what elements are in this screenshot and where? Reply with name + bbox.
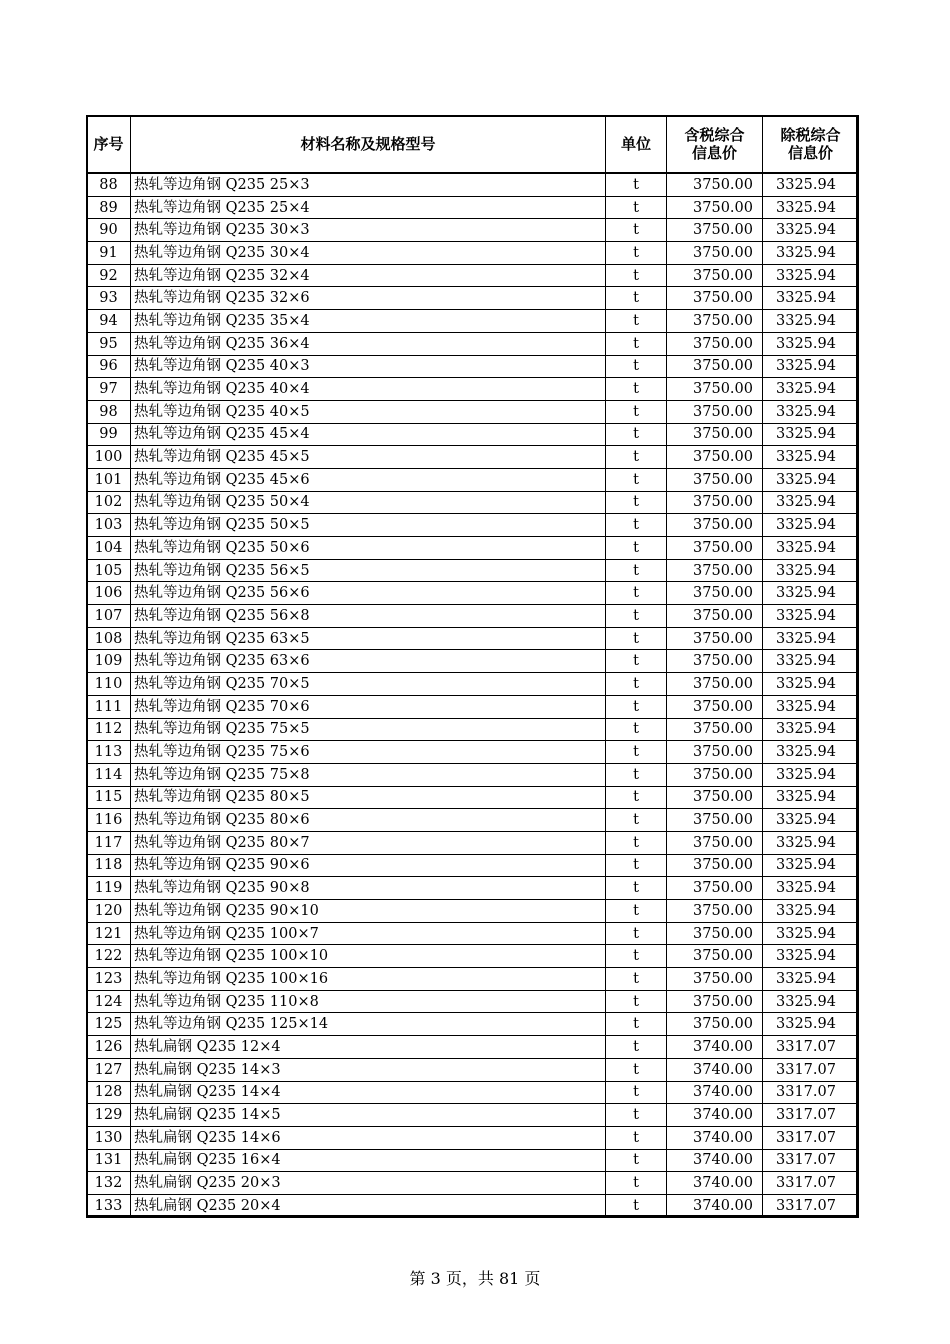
cell-material-name: 热轧扁钢 Q235 14×4 bbox=[131, 1081, 606, 1104]
cell-price-without-tax: 3325.94 bbox=[763, 763, 859, 786]
cell-price-with-tax: 3740.00 bbox=[667, 1194, 763, 1217]
cell-price-without-tax: 3325.94 bbox=[763, 718, 859, 741]
cell-price-with-tax: 3750.00 bbox=[667, 582, 763, 605]
cell-unit: t bbox=[606, 605, 667, 628]
cell-material-name: 热轧等边角钢 Q235 32×6 bbox=[131, 287, 606, 310]
table-row bbox=[87, 310, 859, 333]
table-row bbox=[87, 514, 859, 537]
table-row bbox=[87, 741, 859, 764]
cell-price-with-tax: 3750.00 bbox=[667, 786, 763, 809]
table-row bbox=[87, 627, 859, 650]
cell-price-with-tax: 3750.00 bbox=[667, 900, 763, 923]
cell-price-without-tax: 3325.94 bbox=[763, 514, 859, 537]
cell-price-with-tax: 3750.00 bbox=[667, 650, 763, 673]
cell-price-with-tax: 3750.00 bbox=[667, 945, 763, 968]
cell-price-without-tax: 3317.07 bbox=[763, 1036, 859, 1059]
cell-unit: t bbox=[606, 355, 667, 378]
table-row bbox=[87, 900, 859, 923]
cell-material-name: 热轧等边角钢 Q235 75×6 bbox=[131, 741, 606, 764]
cell-price-with-tax: 3750.00 bbox=[667, 673, 763, 696]
cell-material-name: 热轧等边角钢 Q235 100×16 bbox=[131, 968, 606, 991]
header-no: 序号 bbox=[87, 116, 131, 174]
cell-price-with-tax: 3750.00 bbox=[667, 287, 763, 310]
cell-no: 117 bbox=[87, 831, 131, 854]
cell-material-name: 热轧等边角钢 Q235 75×8 bbox=[131, 763, 606, 786]
cell-price-without-tax: 3325.94 bbox=[763, 332, 859, 355]
cell-unit: t bbox=[606, 922, 667, 945]
cell-no: 126 bbox=[87, 1036, 131, 1059]
cell-unit: t bbox=[606, 242, 667, 265]
cell-unit: t bbox=[606, 1058, 667, 1081]
cell-material-name: 热轧等边角钢 Q235 36×4 bbox=[131, 332, 606, 355]
cell-price-without-tax: 3325.94 bbox=[763, 468, 859, 491]
cell-price-with-tax: 3750.00 bbox=[667, 763, 763, 786]
cell-material-name: 热轧等边角钢 Q235 25×4 bbox=[131, 196, 606, 219]
cell-material-name: 热轧等边角钢 Q235 35×4 bbox=[131, 310, 606, 333]
cell-unit: t bbox=[606, 877, 667, 900]
cell-unit: t bbox=[606, 1104, 667, 1127]
cell-price-with-tax: 3750.00 bbox=[667, 400, 763, 423]
cell-price-without-tax: 3325.94 bbox=[763, 559, 859, 582]
cell-no: 97 bbox=[87, 378, 131, 401]
cell-no: 111 bbox=[87, 695, 131, 718]
cell-material-name: 热轧等边角钢 Q235 50×5 bbox=[131, 514, 606, 537]
cell-unit: t bbox=[606, 854, 667, 877]
cell-no: 109 bbox=[87, 650, 131, 673]
cell-price-without-tax: 3317.07 bbox=[763, 1081, 859, 1104]
cell-material-name: 热轧等边角钢 Q235 45×5 bbox=[131, 446, 606, 469]
cell-material-name: 热轧等边角钢 Q235 100×10 bbox=[131, 945, 606, 968]
cell-no: 130 bbox=[87, 1126, 131, 1149]
cell-unit: t bbox=[606, 1194, 667, 1217]
table-row bbox=[87, 968, 859, 991]
cell-material-name: 热轧等边角钢 Q235 90×10 bbox=[131, 900, 606, 923]
table-row bbox=[87, 446, 859, 469]
table-row bbox=[87, 355, 859, 378]
cell-unit: t bbox=[606, 173, 667, 196]
cell-price-without-tax: 3325.94 bbox=[763, 786, 859, 809]
cell-material-name: 热轧等边角钢 Q235 80×5 bbox=[131, 786, 606, 809]
cell-material-name: 热轧等边角钢 Q235 56×5 bbox=[131, 559, 606, 582]
cell-no: 118 bbox=[87, 854, 131, 877]
cell-price-without-tax: 3317.07 bbox=[763, 1172, 859, 1195]
cell-material-name: 热轧等边角钢 Q235 125×14 bbox=[131, 1013, 606, 1036]
cell-price-without-tax: 3325.94 bbox=[763, 741, 859, 764]
cell-unit: t bbox=[606, 287, 667, 310]
cell-price-without-tax: 3317.07 bbox=[763, 1104, 859, 1127]
cell-material-name: 热轧等边角钢 Q235 80×6 bbox=[131, 809, 606, 832]
cell-no: 90 bbox=[87, 219, 131, 242]
header-unit: 单位 bbox=[606, 116, 667, 174]
table-row bbox=[87, 173, 859, 196]
cell-no: 91 bbox=[87, 242, 131, 265]
table-row bbox=[87, 763, 859, 786]
cell-unit: t bbox=[606, 219, 667, 242]
cell-price-with-tax: 3750.00 bbox=[667, 332, 763, 355]
cell-material-name: 热轧等边角钢 Q235 63×6 bbox=[131, 650, 606, 673]
cell-price-with-tax: 3750.00 bbox=[667, 537, 763, 560]
cell-no: 105 bbox=[87, 559, 131, 582]
cell-no: 132 bbox=[87, 1172, 131, 1195]
cell-unit: t bbox=[606, 763, 667, 786]
cell-price-without-tax: 3325.94 bbox=[763, 582, 859, 605]
cell-price-without-tax: 3325.94 bbox=[763, 423, 859, 446]
cell-material-name: 热轧等边角钢 Q235 50×4 bbox=[131, 491, 606, 514]
cell-no: 112 bbox=[87, 718, 131, 741]
table-row bbox=[87, 332, 859, 355]
cell-price-with-tax: 3750.00 bbox=[667, 695, 763, 718]
table-row bbox=[87, 809, 859, 832]
cell-price-with-tax: 3750.00 bbox=[667, 491, 763, 514]
cell-material-name: 热轧等边角钢 Q235 30×3 bbox=[131, 219, 606, 242]
cell-price-without-tax: 3325.94 bbox=[763, 219, 859, 242]
cell-no: 113 bbox=[87, 741, 131, 764]
cell-price-with-tax: 3740.00 bbox=[667, 1081, 763, 1104]
cell-unit: t bbox=[606, 831, 667, 854]
table-row bbox=[87, 922, 859, 945]
cell-material-name: 热轧等边角钢 Q235 90×6 bbox=[131, 854, 606, 877]
table-row bbox=[87, 605, 859, 628]
table-row bbox=[87, 650, 859, 673]
table-row bbox=[87, 1036, 859, 1059]
cell-no: 123 bbox=[87, 968, 131, 991]
table-row bbox=[87, 196, 859, 219]
cell-no: 127 bbox=[87, 1058, 131, 1081]
cell-price-with-tax: 3750.00 bbox=[667, 627, 763, 650]
cell-price-with-tax: 3740.00 bbox=[667, 1172, 763, 1195]
cell-no: 101 bbox=[87, 468, 131, 491]
cell-unit: t bbox=[606, 491, 667, 514]
cell-no: 96 bbox=[87, 355, 131, 378]
cell-no: 95 bbox=[87, 332, 131, 355]
cell-material-name: 热轧等边角钢 Q235 100×7 bbox=[131, 922, 606, 945]
price-table bbox=[86, 115, 859, 1218]
cell-no: 92 bbox=[87, 264, 131, 287]
cell-unit: t bbox=[606, 809, 667, 832]
cell-price-without-tax: 3325.94 bbox=[763, 537, 859, 560]
cell-price-without-tax: 3325.94 bbox=[763, 922, 859, 945]
table-row bbox=[87, 582, 859, 605]
cell-no: 102 bbox=[87, 491, 131, 514]
cell-price-without-tax: 3325.94 bbox=[763, 605, 859, 628]
cell-price-with-tax: 3750.00 bbox=[667, 242, 763, 265]
table-row bbox=[87, 945, 859, 968]
cell-price-with-tax: 3740.00 bbox=[667, 1058, 763, 1081]
cell-no: 94 bbox=[87, 310, 131, 333]
cell-price-with-tax: 3740.00 bbox=[667, 1126, 763, 1149]
header-price-notax-line1: 除税综合 bbox=[780, 126, 841, 144]
cell-no: 98 bbox=[87, 400, 131, 423]
cell-unit: t bbox=[606, 559, 667, 582]
table-row bbox=[87, 1149, 859, 1172]
table-row bbox=[87, 831, 859, 854]
cell-price-with-tax: 3750.00 bbox=[667, 922, 763, 945]
cell-material-name: 热轧扁钢 Q235 20×4 bbox=[131, 1194, 606, 1217]
cell-unit: t bbox=[606, 786, 667, 809]
cell-price-with-tax: 3750.00 bbox=[667, 718, 763, 741]
cell-no: 88 bbox=[87, 173, 131, 196]
cell-unit: t bbox=[606, 423, 667, 446]
cell-material-name: 热轧等边角钢 Q235 90×8 bbox=[131, 877, 606, 900]
cell-no: 116 bbox=[87, 809, 131, 832]
cell-price-with-tax: 3740.00 bbox=[667, 1036, 763, 1059]
cell-unit: t bbox=[606, 741, 667, 764]
cell-no: 128 bbox=[87, 1081, 131, 1104]
table-row bbox=[87, 1172, 859, 1195]
cell-price-with-tax: 3750.00 bbox=[667, 854, 763, 877]
cell-price-with-tax: 3750.00 bbox=[667, 831, 763, 854]
cell-no: 121 bbox=[87, 922, 131, 945]
cell-material-name: 热轧等边角钢 Q235 110×8 bbox=[131, 990, 606, 1013]
cell-price-with-tax: 3750.00 bbox=[667, 1013, 763, 1036]
cell-no: 107 bbox=[87, 605, 131, 628]
table-row bbox=[87, 990, 859, 1013]
cell-no: 106 bbox=[87, 582, 131, 605]
table-row bbox=[87, 219, 859, 242]
header-price-tax-line2: 信息价 bbox=[691, 144, 737, 162]
cell-price-with-tax: 3750.00 bbox=[667, 809, 763, 832]
cell-price-with-tax: 3740.00 bbox=[667, 1149, 763, 1172]
cell-no: 122 bbox=[87, 945, 131, 968]
table-row bbox=[87, 559, 859, 582]
cell-material-name: 热轧等边角钢 Q235 80×7 bbox=[131, 831, 606, 854]
table-row bbox=[87, 287, 859, 310]
cell-unit: t bbox=[606, 1013, 667, 1036]
cell-unit: t bbox=[606, 1081, 667, 1104]
cell-material-name: 热轧等边角钢 Q235 56×8 bbox=[131, 605, 606, 628]
cell-price-without-tax: 3325.94 bbox=[763, 173, 859, 196]
cell-material-name: 热轧等边角钢 Q235 70×6 bbox=[131, 695, 606, 718]
cell-material-name: 热轧扁钢 Q235 20×3 bbox=[131, 1172, 606, 1195]
cell-no: 103 bbox=[87, 514, 131, 537]
table-row bbox=[87, 1058, 859, 1081]
cell-price-without-tax: 3325.94 bbox=[763, 990, 859, 1013]
cell-price-with-tax: 3750.00 bbox=[667, 423, 763, 446]
cell-material-name: 热轧等边角钢 Q235 56×6 bbox=[131, 582, 606, 605]
cell-material-name: 热轧扁钢 Q235 14×6 bbox=[131, 1126, 606, 1149]
cell-no: 93 bbox=[87, 287, 131, 310]
cell-price-without-tax: 3325.94 bbox=[763, 673, 859, 696]
cell-material-name: 热轧等边角钢 Q235 70×5 bbox=[131, 673, 606, 696]
cell-material-name: 热轧等边角钢 Q235 40×3 bbox=[131, 355, 606, 378]
cell-price-without-tax: 3325.94 bbox=[763, 1013, 859, 1036]
cell-unit: t bbox=[606, 968, 667, 991]
table-row bbox=[87, 718, 859, 741]
cell-price-with-tax: 3750.00 bbox=[667, 173, 763, 196]
cell-no: 119 bbox=[87, 877, 131, 900]
table-row bbox=[87, 673, 859, 696]
cell-unit: t bbox=[606, 514, 667, 537]
cell-price-without-tax: 3317.07 bbox=[763, 1194, 859, 1217]
table-row bbox=[87, 491, 859, 514]
table-row bbox=[87, 423, 859, 446]
table-row bbox=[87, 537, 859, 560]
cell-unit: t bbox=[606, 537, 667, 560]
cell-no: 125 bbox=[87, 1013, 131, 1036]
cell-no: 124 bbox=[87, 990, 131, 1013]
table-row bbox=[87, 378, 859, 401]
cell-price-with-tax: 3750.00 bbox=[667, 605, 763, 628]
cell-price-without-tax: 3325.94 bbox=[763, 491, 859, 514]
cell-unit: t bbox=[606, 446, 667, 469]
cell-material-name: 热轧等边角钢 Q235 45×4 bbox=[131, 423, 606, 446]
cell-unit: t bbox=[606, 468, 667, 491]
cell-material-name: 热轧扁钢 Q235 14×5 bbox=[131, 1104, 606, 1127]
cell-material-name: 热轧等边角钢 Q235 25×3 bbox=[131, 173, 606, 196]
cell-unit: t bbox=[606, 945, 667, 968]
cell-price-with-tax: 3750.00 bbox=[667, 378, 763, 401]
cell-unit: t bbox=[606, 582, 667, 605]
cell-unit: t bbox=[606, 400, 667, 423]
table-body bbox=[87, 173, 859, 1217]
cell-no: 129 bbox=[87, 1104, 131, 1127]
table-row bbox=[87, 1104, 859, 1127]
header-price-tax bbox=[667, 116, 763, 174]
cell-material-name: 热轧等边角钢 Q235 40×5 bbox=[131, 400, 606, 423]
cell-no: 89 bbox=[87, 196, 131, 219]
header-name: 材料名称及规格型号 bbox=[131, 116, 606, 174]
cell-price-without-tax: 3325.94 bbox=[763, 831, 859, 854]
cell-unit: t bbox=[606, 673, 667, 696]
cell-unit: t bbox=[606, 1172, 667, 1195]
cell-price-with-tax: 3750.00 bbox=[667, 310, 763, 333]
cell-unit: t bbox=[606, 332, 667, 355]
cell-price-without-tax: 3317.07 bbox=[763, 1149, 859, 1172]
cell-unit: t bbox=[606, 695, 667, 718]
cell-no: 104 bbox=[87, 537, 131, 560]
page-footer: 第 3 页，共 81 页 bbox=[409, 1269, 541, 1288]
cell-no: 114 bbox=[87, 763, 131, 786]
cell-price-without-tax: 3325.94 bbox=[763, 945, 859, 968]
cell-no: 131 bbox=[87, 1149, 131, 1172]
cell-price-without-tax: 3325.94 bbox=[763, 310, 859, 333]
table-row bbox=[87, 1126, 859, 1149]
cell-price-with-tax: 3750.00 bbox=[667, 219, 763, 242]
cell-price-without-tax: 3325.94 bbox=[763, 400, 859, 423]
cell-price-with-tax: 3750.00 bbox=[667, 446, 763, 469]
cell-unit: t bbox=[606, 310, 667, 333]
cell-price-with-tax: 3750.00 bbox=[667, 877, 763, 900]
cell-material-name: 热轧等边角钢 Q235 50×6 bbox=[131, 537, 606, 560]
cell-material-name: 热轧扁钢 Q235 16×4 bbox=[131, 1149, 606, 1172]
table-row bbox=[87, 242, 859, 265]
table-header-row bbox=[87, 116, 859, 174]
cell-no: 133 bbox=[87, 1194, 131, 1217]
cell-price-with-tax: 3750.00 bbox=[667, 968, 763, 991]
cell-material-name: 热轧扁钢 Q235 14×3 bbox=[131, 1058, 606, 1081]
cell-price-without-tax: 3325.94 bbox=[763, 378, 859, 401]
cell-price-without-tax: 3325.94 bbox=[763, 242, 859, 265]
table-row bbox=[87, 1194, 859, 1217]
cell-price-without-tax: 3325.94 bbox=[763, 446, 859, 469]
cell-material-name: 热轧等边角钢 Q235 75×5 bbox=[131, 718, 606, 741]
cell-no: 110 bbox=[87, 673, 131, 696]
cell-price-with-tax: 3750.00 bbox=[667, 355, 763, 378]
table-row bbox=[87, 1013, 859, 1036]
cell-price-without-tax: 3325.94 bbox=[763, 355, 859, 378]
cell-price-without-tax: 3325.94 bbox=[763, 809, 859, 832]
cell-unit: t bbox=[606, 990, 667, 1013]
header-price-notax-line2: 信息价 bbox=[787, 144, 833, 162]
cell-material-name: 热轧等边角钢 Q235 63×5 bbox=[131, 627, 606, 650]
cell-price-without-tax: 3325.94 bbox=[763, 627, 859, 650]
cell-price-without-tax: 3325.94 bbox=[763, 196, 859, 219]
table-row bbox=[87, 786, 859, 809]
table-row bbox=[87, 468, 859, 491]
cell-price-without-tax: 3325.94 bbox=[763, 854, 859, 877]
cell-price-with-tax: 3750.00 bbox=[667, 990, 763, 1013]
cell-price-with-tax: 3750.00 bbox=[667, 196, 763, 219]
cell-unit: t bbox=[606, 264, 667, 287]
cell-material-name: 热轧等边角钢 Q235 32×4 bbox=[131, 264, 606, 287]
cell-no: 99 bbox=[87, 423, 131, 446]
cell-unit: t bbox=[606, 900, 667, 923]
table-row bbox=[87, 877, 859, 900]
cell-unit: t bbox=[606, 196, 667, 219]
table-row bbox=[87, 264, 859, 287]
cell-price-without-tax: 3325.94 bbox=[763, 900, 859, 923]
table-row bbox=[87, 400, 859, 423]
cell-price-without-tax: 3325.94 bbox=[763, 264, 859, 287]
table-row bbox=[87, 1081, 859, 1104]
cell-no: 108 bbox=[87, 627, 131, 650]
cell-unit: t bbox=[606, 1036, 667, 1059]
cell-price-with-tax: 3750.00 bbox=[667, 264, 763, 287]
cell-price-without-tax: 3325.94 bbox=[763, 650, 859, 673]
cell-unit: t bbox=[606, 718, 667, 741]
cell-price-with-tax: 3750.00 bbox=[667, 468, 763, 491]
table-row bbox=[87, 695, 859, 718]
cell-price-with-tax: 3750.00 bbox=[667, 514, 763, 537]
cell-price-with-tax: 3750.00 bbox=[667, 741, 763, 764]
table-row bbox=[87, 854, 859, 877]
cell-no: 120 bbox=[87, 900, 131, 923]
cell-price-without-tax: 3325.94 bbox=[763, 877, 859, 900]
cell-unit: t bbox=[606, 1126, 667, 1149]
cell-price-without-tax: 3325.94 bbox=[763, 287, 859, 310]
cell-material-name: 热轧等边角钢 Q235 40×4 bbox=[131, 378, 606, 401]
cell-no: 115 bbox=[87, 786, 131, 809]
cell-price-without-tax: 3317.07 bbox=[763, 1126, 859, 1149]
cell-material-name: 热轧等边角钢 Q235 30×4 bbox=[131, 242, 606, 265]
cell-price-with-tax: 3740.00 bbox=[667, 1104, 763, 1127]
cell-unit: t bbox=[606, 1149, 667, 1172]
cell-material-name: 热轧扁钢 Q235 12×4 bbox=[131, 1036, 606, 1059]
cell-material-name: 热轧等边角钢 Q235 45×6 bbox=[131, 468, 606, 491]
cell-price-with-tax: 3750.00 bbox=[667, 559, 763, 582]
cell-no: 100 bbox=[87, 446, 131, 469]
cell-price-without-tax: 3317.07 bbox=[763, 1058, 859, 1081]
cell-price-without-tax: 3325.94 bbox=[763, 968, 859, 991]
cell-unit: t bbox=[606, 378, 667, 401]
cell-unit: t bbox=[606, 650, 667, 673]
cell-unit: t bbox=[606, 627, 667, 650]
header-price-tax-line1: 含税综合 bbox=[684, 126, 745, 144]
header-price-notax bbox=[763, 116, 859, 174]
cell-price-without-tax: 3325.94 bbox=[763, 695, 859, 718]
